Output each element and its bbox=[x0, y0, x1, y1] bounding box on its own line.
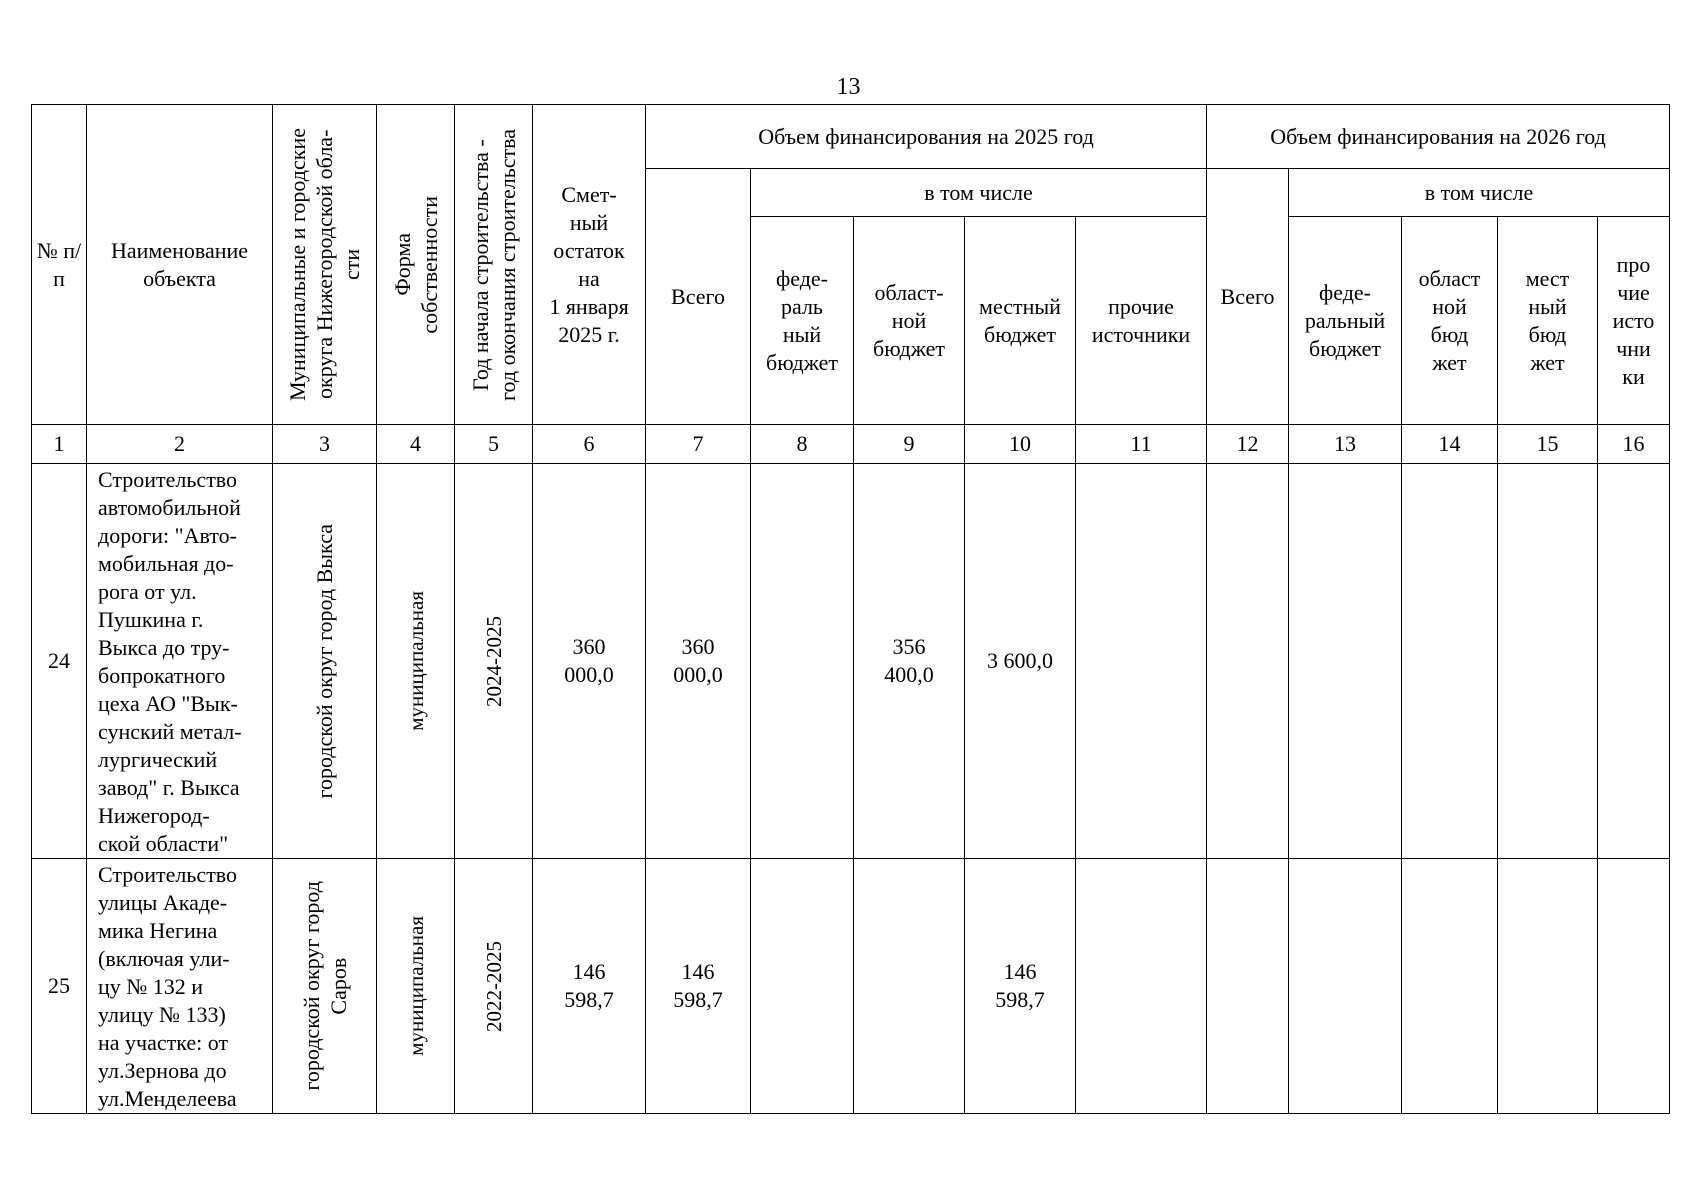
text-line: Форма bbox=[389, 233, 415, 296]
text-line: ный bbox=[782, 321, 822, 347]
text-line: ул.Зернова до bbox=[98, 1058, 227, 1083]
text-line: бюджет bbox=[766, 349, 838, 375]
text-line: мобильная до- bbox=[98, 551, 234, 576]
text-line: 356 bbox=[892, 634, 926, 659]
text-line: феде- bbox=[775, 265, 828, 291]
text-line: про bbox=[1616, 251, 1651, 277]
column-number: 7 bbox=[646, 425, 751, 464]
text-line: остаток bbox=[553, 237, 625, 263]
estimate-remainder bbox=[533, 464, 646, 859]
header-total-2025: Всего bbox=[646, 169, 751, 425]
municipality-text bbox=[311, 524, 338, 799]
header-municipality bbox=[273, 105, 377, 425]
text-line: бюд bbox=[1528, 321, 1567, 347]
text-line: цеха АО "Вык- bbox=[98, 691, 238, 716]
text-line: ской области" bbox=[98, 831, 229, 856]
estimate-remainder bbox=[533, 859, 646, 1114]
text-line: собственности bbox=[416, 195, 442, 334]
regional-2025 bbox=[854, 859, 965, 1114]
years-cell bbox=[455, 464, 533, 859]
federal-2025 bbox=[751, 859, 854, 1114]
object-name bbox=[87, 859, 273, 1114]
other-2026 bbox=[1598, 859, 1670, 1114]
row-num: 25 bbox=[32, 859, 87, 1114]
text-line: мика Негина bbox=[98, 918, 218, 943]
header-local-2025 bbox=[965, 217, 1076, 425]
regional-2026 bbox=[1402, 859, 1498, 1114]
header-regional-2026 bbox=[1402, 217, 1498, 425]
local-2026 bbox=[1498, 859, 1598, 1114]
text-line: на bbox=[578, 265, 600, 291]
total-2025 bbox=[646, 464, 751, 859]
text-line: городской округ город Выкса bbox=[312, 523, 337, 799]
text-line: 360 bbox=[681, 634, 715, 659]
column-number: 2 bbox=[87, 425, 273, 464]
header-ownership-text bbox=[389, 196, 443, 334]
table-row bbox=[32, 464, 1670, 859]
header-including-2025: в том числе bbox=[751, 169, 1207, 217]
text-line: 598,7 bbox=[564, 987, 614, 1012]
text-line: 598,7 bbox=[995, 987, 1045, 1012]
text-line: Смет- bbox=[561, 181, 617, 207]
text-line: сунский метал- bbox=[98, 719, 242, 744]
column-number: 12 bbox=[1207, 425, 1289, 464]
header-regional-2025 bbox=[854, 217, 965, 425]
column-number: 4 bbox=[377, 425, 455, 464]
text-line: ки bbox=[1622, 363, 1645, 389]
text-line: 360 bbox=[572, 634, 606, 659]
text-line: Строительство bbox=[98, 862, 238, 887]
text-line: источники bbox=[1091, 321, 1191, 347]
text-line: округа Нижегородской обла- bbox=[312, 129, 337, 400]
text-line: Саров bbox=[325, 957, 351, 1015]
header-num: № п/п bbox=[32, 105, 87, 425]
text-line: 146 bbox=[681, 959, 715, 984]
ownership-text: муниципальная bbox=[403, 591, 428, 731]
header-other-2025 bbox=[1076, 217, 1207, 425]
text-line: ный bbox=[1528, 293, 1567, 319]
text-line: (включая ули- bbox=[98, 946, 230, 971]
header-years-text bbox=[467, 129, 521, 401]
text-line: 3 600,0 bbox=[987, 648, 1053, 673]
municipality-cell bbox=[273, 464, 377, 859]
text-line: ной bbox=[1432, 293, 1467, 319]
text-line: ральный bbox=[1304, 307, 1386, 333]
text-line: 000,0 bbox=[564, 662, 614, 687]
text-line: 400,0 bbox=[884, 662, 934, 687]
text-line: завод" г. Выкса bbox=[98, 775, 240, 800]
local-2026 bbox=[1498, 464, 1598, 859]
header-municipality-text bbox=[284, 128, 365, 401]
column-number: 6 bbox=[533, 425, 646, 464]
federal-2026 bbox=[1289, 859, 1402, 1114]
text-line: ной bbox=[891, 307, 927, 333]
header-federal-2026 bbox=[1289, 217, 1402, 425]
total-2026 bbox=[1207, 464, 1289, 859]
text-line: Год начала строительства - bbox=[467, 138, 493, 391]
text-line: ный bbox=[569, 209, 609, 235]
text-line: автомобильной bbox=[98, 495, 241, 520]
text-line: 146 bbox=[572, 959, 606, 984]
text-line: мест bbox=[1525, 265, 1570, 291]
text-line: дороги: "Авто- bbox=[98, 523, 237, 548]
total-2025 bbox=[646, 859, 751, 1114]
text-line: на участке: от bbox=[98, 1030, 229, 1055]
text-line: 000,0 bbox=[673, 662, 723, 687]
text-line: 598,7 bbox=[673, 987, 723, 1012]
regional-2026 bbox=[1402, 464, 1498, 859]
text-line: жет bbox=[1530, 349, 1565, 375]
text-line: бюд bbox=[1430, 321, 1469, 347]
page-number: 13 bbox=[836, 74, 861, 100]
text-line: исто bbox=[1612, 307, 1655, 333]
text-line: раль bbox=[781, 293, 823, 319]
federal-2025 bbox=[751, 464, 854, 859]
text-line: прочие bbox=[1108, 293, 1174, 319]
column-number: 3 bbox=[273, 425, 377, 464]
construction-funding-table bbox=[31, 104, 1670, 1114]
years-text: 2022-2025 bbox=[481, 940, 506, 1032]
other-2025 bbox=[1076, 859, 1207, 1114]
text-line: местный bbox=[979, 293, 1061, 319]
text-line: 1 января bbox=[549, 293, 629, 319]
municipality-cell bbox=[273, 859, 377, 1114]
local-2025 bbox=[965, 464, 1076, 859]
header-local-2026 bbox=[1498, 217, 1598, 425]
header-object-name: Наименование объекта bbox=[87, 105, 273, 425]
header-total-2026: Всего bbox=[1207, 169, 1289, 425]
municipality-text bbox=[298, 881, 352, 1091]
column-number: 14 bbox=[1402, 425, 1498, 464]
header-funding-2025: Объем финансирования на 2025 год bbox=[646, 105, 1207, 169]
column-number: 16 bbox=[1598, 425, 1670, 464]
years-cell bbox=[455, 859, 533, 1114]
column-number: 8 bbox=[751, 425, 854, 464]
text-line: бюджет bbox=[1309, 335, 1381, 361]
text-line: Строительство bbox=[98, 467, 238, 492]
column-number: 11 bbox=[1076, 425, 1207, 464]
text-line: 2025 г. bbox=[558, 321, 620, 347]
text-line: сти bbox=[339, 248, 364, 281]
column-number: 15 bbox=[1498, 425, 1598, 464]
header-funding-2026: Объем финансирования на 2026 год bbox=[1207, 105, 1670, 169]
header-federal-2025 bbox=[751, 217, 854, 425]
text-line: Пушкина г. bbox=[98, 607, 204, 632]
column-number: 5 bbox=[455, 425, 533, 464]
federal-2026 bbox=[1289, 464, 1402, 859]
text-line: област bbox=[1418, 265, 1481, 291]
text-line: бюджет bbox=[984, 321, 1056, 347]
text-line: чни bbox=[1616, 335, 1651, 361]
row-num: 24 bbox=[32, 464, 87, 859]
ownership-text: муниципальная bbox=[403, 916, 428, 1056]
other-2026 bbox=[1598, 464, 1670, 859]
text-line: феде- bbox=[1318, 279, 1371, 305]
column-number: 9 bbox=[854, 425, 965, 464]
header-ownership bbox=[377, 105, 455, 425]
header-other-2026 bbox=[1598, 217, 1670, 425]
text-line: бопрокатного bbox=[98, 663, 226, 688]
ownership-cell bbox=[377, 859, 455, 1114]
text-line: ул.Менделеева bbox=[98, 1086, 237, 1111]
text-line: лургический bbox=[98, 747, 218, 772]
regional-2025 bbox=[854, 464, 965, 859]
years-text: 2024-2025 bbox=[481, 615, 506, 707]
text-line: чие bbox=[1617, 279, 1650, 305]
column-number: 1 bbox=[32, 425, 87, 464]
table-row bbox=[32, 859, 1670, 1114]
ownership-cell bbox=[377, 464, 455, 859]
total-2026 bbox=[1207, 859, 1289, 1114]
local-2025 bbox=[965, 859, 1076, 1114]
text-line: городской округ город bbox=[298, 881, 324, 1091]
text-line: рога от ул. bbox=[98, 579, 197, 604]
text-line: улицы Акаде- bbox=[98, 890, 228, 915]
text-line: улицу № 133) bbox=[98, 1002, 226, 1027]
text-line: Выкса до тру- bbox=[98, 635, 230, 660]
column-number-row bbox=[32, 425, 1670, 464]
header-including-2026: в том числе bbox=[1289, 169, 1670, 217]
text-line: Муниципальные и городские bbox=[285, 128, 310, 401]
text-line: цу № 132 и bbox=[98, 974, 204, 999]
text-line: Нижегород- bbox=[98, 803, 210, 828]
header-estimate bbox=[533, 105, 646, 425]
object-name bbox=[87, 464, 273, 859]
header-years bbox=[455, 105, 533, 425]
text-line: жет bbox=[1432, 349, 1467, 375]
text-line: област- bbox=[874, 279, 944, 305]
text-line: бюджет bbox=[873, 335, 945, 361]
text-line: год окончания строительства bbox=[494, 128, 520, 401]
column-number: 10 bbox=[965, 425, 1076, 464]
text-line: 146 bbox=[1003, 959, 1037, 984]
column-number: 13 bbox=[1289, 425, 1402, 464]
other-2025 bbox=[1076, 464, 1207, 859]
